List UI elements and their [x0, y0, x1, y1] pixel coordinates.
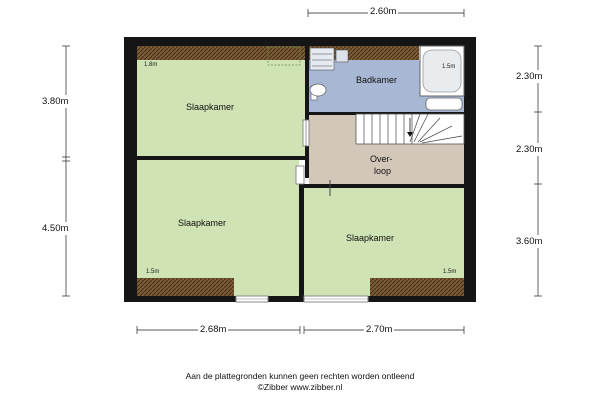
washbasin [426, 98, 462, 110]
dimension-top: 2.60m [370, 6, 397, 17]
toilet [310, 84, 326, 96]
dimension-right-middle: 2.30m [516, 144, 543, 155]
bedroom-top-left-label: Slaapkamer [186, 102, 235, 112]
copyright-text: ©Zibber www.zibber.nl [257, 382, 343, 392]
bedroom-bottom-right-label: Slaapkamer [346, 233, 395, 243]
eaves-bottom-right [370, 278, 464, 296]
dimension-left-lower: 4.50m [42, 223, 69, 234]
bedroom-bottom-left-label: Slaapkamer [178, 218, 227, 228]
bathroom-label: Badkamer [356, 75, 398, 85]
bedroom-top-left-height-note: 1.8m [144, 62, 158, 68]
landing-label-line2: loop [374, 166, 392, 176]
dimension-left-upper: 3.80m [42, 96, 69, 107]
dimension-right-lower: 3.60m [516, 236, 543, 247]
disclaimer-text: Aan de plattegronden kunnen geen rechten worden ontleend [185, 371, 415, 381]
bedroom-bottom-right-height-note: 1.5m [443, 269, 457, 275]
shower-tray [310, 48, 334, 70]
dimension-bottom-right: 2.70m [366, 324, 393, 335]
bathroom-height-note: 1.5m [442, 64, 456, 70]
eaves-bottom-left [137, 278, 234, 296]
dimension-right-upper: 2.30m [516, 71, 543, 82]
staircase [356, 114, 464, 144]
bedroom-bottom-left-height-note: 1.5m [146, 269, 160, 275]
eaves-top-left [137, 46, 305, 60]
landing-label-line1: Over- [370, 154, 393, 164]
dimension-bottom-left: 2.68m [200, 324, 227, 335]
sink-cabinet [336, 50, 348, 62]
